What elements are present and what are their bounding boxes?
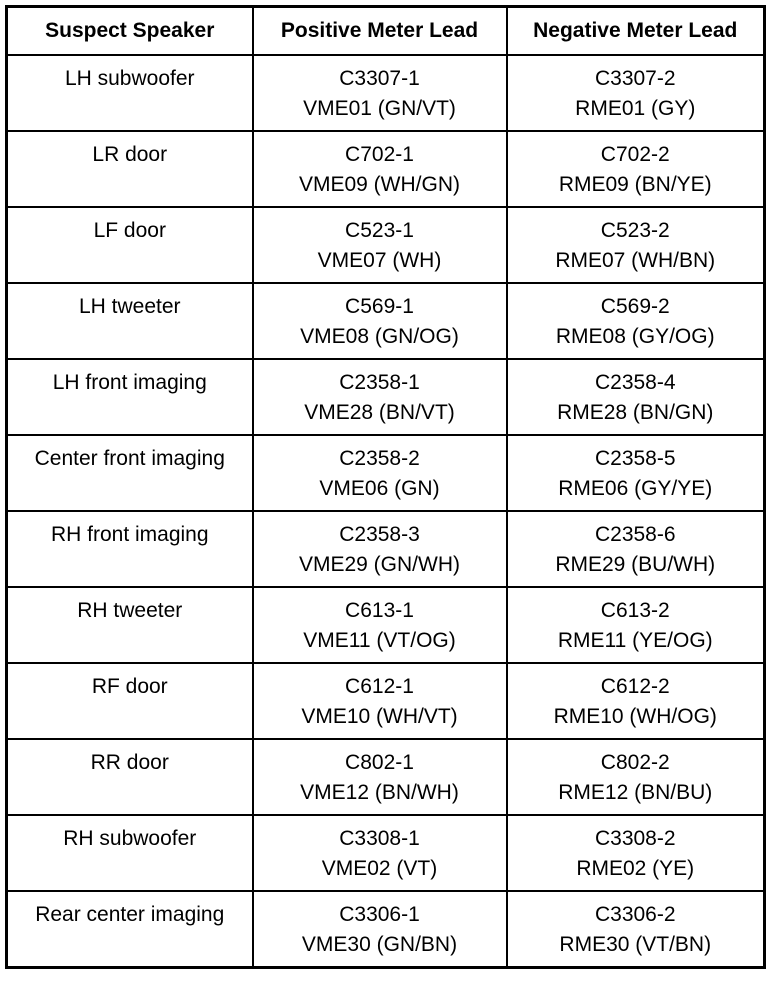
positive-lead-cell [253,207,507,283]
speaker-cell [7,739,253,815]
positive-connector-pin: C569-1 [345,295,414,318]
positive-lead-cell [253,739,507,815]
speaker-name: RF door [91,675,168,698]
speaker-name: RH subwoofer [63,827,197,850]
table-row [7,359,765,435]
positive-circuit: VME10 (WH/VT) [301,705,458,728]
positive-connector-pin: C612-1 [345,675,414,698]
positive-circuit: VME07 (WH) [317,249,442,272]
table-row [7,663,765,739]
negative-connector-pin: C569-2 [600,295,670,318]
header-positive-meter-lead: Positive Meter Lead [253,7,507,56]
negative-connector-pin: C612-2 [600,675,670,698]
negative-connector-pin: C2358-4 [594,371,676,394]
negative-connector-pin: C702-2 [600,143,670,166]
positive-lead-cell [253,511,507,587]
negative-circuit: RME06 (GY/YE) [558,477,713,500]
negative-circuit: RME09 (BN/YE) [558,173,712,196]
table-row [7,435,765,511]
positive-circuit: VME09 (WH/GN) [298,173,460,196]
negative-circuit: RME11 (YE/OG) [557,629,713,652]
speaker-name: Center front imaging [34,447,225,470]
speaker-name: RH tweeter [77,599,183,622]
positive-lead-cell [253,283,507,359]
negative-connector-pin: C613-2 [600,599,670,622]
positive-lead-cell [253,359,507,435]
header-negative-meter-lead: Negative Meter Lead [507,7,765,56]
table-row [7,739,765,815]
positive-circuit: VME11 (VT/OG) [303,629,456,652]
negative-circuit: RME08 (GY/OG) [555,325,715,348]
positive-lead-cell [253,435,507,511]
positive-connector-pin: C2358-1 [339,371,420,394]
table-row [7,283,765,359]
speaker-name: LH tweeter [78,295,181,318]
positive-connector-pin: C802-1 [345,751,414,774]
positive-connector-pin: C3308-1 [339,827,420,850]
positive-connector-pin: C702-1 [345,143,414,166]
speaker-cell [7,587,253,663]
negative-circuit: RME28 (BN/GN) [557,401,714,424]
negative-circuit: RME01 (GY) [575,97,696,120]
speaker-cell [7,663,253,739]
speaker-cell [7,815,253,891]
negative-connector-pin: C523-2 [600,219,670,242]
table-row [7,587,765,663]
negative-circuit: RME10 (WH/OG) [553,705,717,728]
positive-lead-cell [253,131,507,207]
speaker-test-table [5,5,766,969]
positive-connector-pin: C2358-3 [339,523,420,546]
negative-connector-pin: C802-2 [600,751,670,774]
speaker-cell [7,283,253,359]
negative-connector-pin: C2358-5 [594,447,676,470]
negative-lead-cell [507,55,765,131]
negative-circuit: RME29 (BU/WH) [555,553,716,576]
speaker-cell [7,359,253,435]
negative-lead-cell [507,891,765,967]
speaker-cell [7,131,253,207]
positive-circuit: VME02 (VT) [321,857,438,880]
negative-circuit: RME30 (VT/BN) [559,933,712,956]
negative-lead-cell [507,587,765,663]
negative-lead-cell [507,663,765,739]
negative-connector-pin: C2358-6 [594,523,676,546]
positive-connector-pin: C613-1 [345,599,414,622]
positive-circuit: VME28 (BN/VT) [304,401,455,424]
speaker-name: LH front imaging [52,371,207,394]
speaker-name: RH front imaging [50,523,209,546]
table-row [7,815,765,891]
negative-circuit: RME12 (BN/BU) [558,781,713,804]
positive-circuit: VME06 (GN) [319,477,440,500]
negative-circuit: RME02 (YE) [576,857,695,880]
positive-connector-pin: C3307-1 [339,67,420,90]
negative-lead-cell [507,511,765,587]
negative-lead-cell [507,435,765,511]
table-row [7,891,765,967]
negative-lead-cell [507,359,765,435]
negative-lead-cell [507,207,765,283]
positive-circuit: VME01 (GN/VT) [303,97,456,120]
positive-lead-cell [253,587,507,663]
speaker-cell [7,207,253,283]
positive-circuit: VME30 (GN/BN) [301,933,458,956]
positive-connector-pin: C2358-2 [339,447,420,470]
positive-lead-cell [253,891,507,967]
negative-connector-pin: C3306-2 [594,903,676,926]
negative-lead-cell [507,815,765,891]
positive-lead-cell [253,55,507,131]
negative-circuit: RME07 (WH/BN) [555,249,716,272]
negative-lead-cell [507,739,765,815]
speaker-name: LR door [92,143,168,166]
table-row [7,207,765,283]
speaker-cell [7,435,253,511]
positive-connector-pin: C3306-1 [339,903,420,926]
table-row [7,131,765,207]
header-row [7,7,765,56]
positive-lead-cell [253,663,507,739]
header-suspect-speaker: Suspect Speaker [7,7,253,56]
positive-lead-cell [253,815,507,891]
table-row [7,511,765,587]
speaker-name: LH subwoofer [64,67,195,90]
negative-lead-cell [507,131,765,207]
positive-connector-pin: C523-1 [345,219,414,242]
speaker-name: LF door [93,219,166,242]
positive-circuit: VME29 (GN/WH) [298,553,460,576]
speaker-cell [7,891,253,967]
speaker-name: RR door [90,751,169,774]
positive-circuit: VME12 (BN/WH) [300,781,459,804]
negative-connector-pin: C3307-2 [594,67,676,90]
negative-lead-cell [507,283,765,359]
speaker-cell [7,511,253,587]
negative-connector-pin: C3308-2 [594,827,676,850]
table-row [7,55,765,131]
speaker-name: Rear center imaging [35,903,225,926]
positive-circuit: VME08 (GN/OG) [300,325,459,348]
speaker-cell [7,55,253,131]
